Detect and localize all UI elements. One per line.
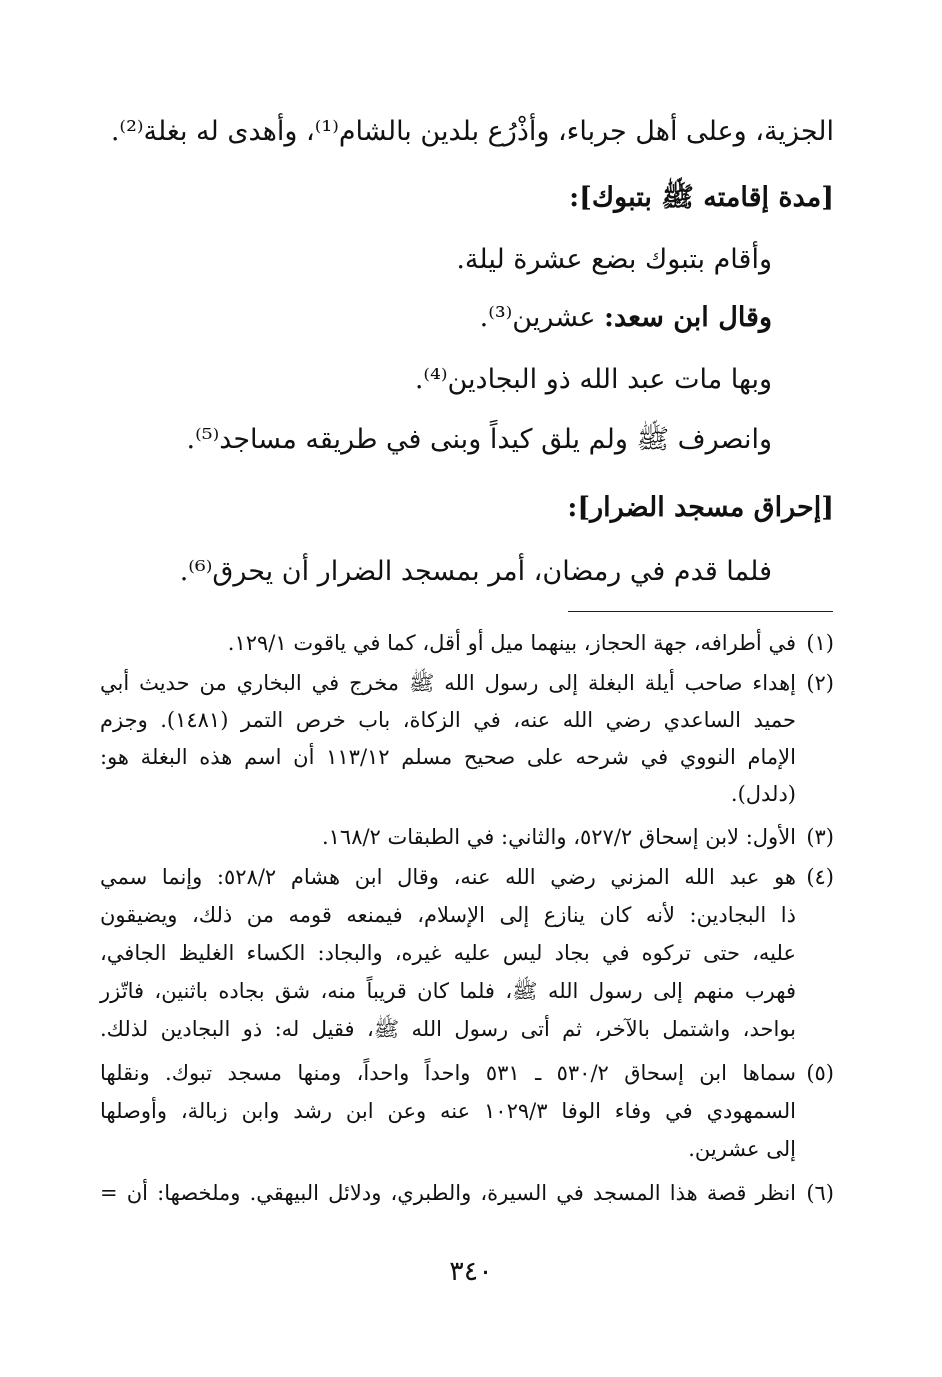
body-line-3 bbox=[480, 298, 772, 338]
footnote-line: فهرب منهم إلى رسول الله ﷺ، فلما كان قريباً منه، شق بجاده باثنين، فاتّزر bbox=[100, 979, 796, 1003]
footnote-number: (٢) bbox=[806, 671, 834, 695]
footnote-line: ذا البجادين: لأنه كان ينازع إلى الإسلام، فيمنعه قومه من ذلك، ويضيقون bbox=[100, 903, 796, 927]
footnote-line: السمهودي في وفاء الوفا ١٠٢٩/٣ عنه وعن ابن رشد وابن زبالة، وأوصلها bbox=[100, 1099, 797, 1123]
ibn-saad-label: وقال ابن سعد: bbox=[604, 302, 772, 333]
footnote-line: الإمام النووي في شرحه على صحيح مسلم ١١٣/١٢ أن اسم هذه البغلة هو: bbox=[100, 745, 796, 769]
footnote-number: (١) bbox=[806, 631, 834, 655]
footnote-line: عليه، حتى تركوه في بجاد ليس عليه غيره، والبجاد: الكساء الغليظ الجافي، bbox=[100, 941, 796, 965]
footnote-line: انظر قصة هذا المسجد في السيرة، والطبري، ودلائل البيهقي. وملخصها: أن = bbox=[100, 1181, 796, 1205]
footnote-line: حميد الساعدي رضي الله عنه، في الزكاة، باب خرص التمر (١٤٨١). وجزم bbox=[100, 708, 796, 732]
footnote-line: سماها ابن إسحاق ٥٣٠/٢ ـ ٥٣١ واحداً واحداً، ومنها مسجد تبوك. ونقلها bbox=[100, 1061, 796, 1085]
footnote-number: (٦) bbox=[806, 1181, 834, 1205]
body-line-2: وأقام بتبوك بضع عشرة ليلة. bbox=[456, 244, 772, 275]
body-line-1: الجزية، وعلى أهل جرباء، وأذْرُع بلدين بالشام⁽¹⁾، وأهدى له بغلة⁽²⁾. bbox=[110, 116, 834, 147]
footnote-number: (٣) bbox=[806, 825, 834, 849]
footnote-line: (دلدل). bbox=[730, 782, 796, 806]
footnote-line: هو عبد الله المزني رضي الله عنه، وقال ابن هشام ٥٢٨/٢: وإنما سمي bbox=[100, 865, 796, 889]
footnote-line: إهداء صاحب أيلة البغلة إلى رسول الله ﷺ مخرج في البخاري من حديث أبي bbox=[100, 671, 796, 695]
ibn-saad-value: عشرين⁽³⁾. bbox=[479, 302, 605, 333]
body-line-6: فلما قدم في رمضان، أمر بمسجد الضرار أن يحرق⁽⁶⁾. bbox=[179, 556, 772, 587]
body-line-4: وبها مات عبد الله ذو البجادين⁽⁴⁾. bbox=[414, 364, 772, 395]
footnote-line: في أطرافه، جهة الحجاز، بينهما ميل أو أقل، كما في ياقوت ١٢٩/١. bbox=[227, 631, 796, 655]
footnote-line: الأول: لابن إسحاق ٥٢٧/٢، والثاني: في الطبقات ١٦٨/٢. bbox=[321, 825, 796, 849]
footnote-number: (٥) bbox=[806, 1061, 834, 1085]
footnote-number: (٤) bbox=[806, 865, 834, 889]
section-heading-stay-at-tabuk: [مدة إقامته ﷺ بتبوك]: bbox=[569, 182, 834, 213]
section-heading-burning-mosque: [إحراق مسجد الضرار]: bbox=[567, 492, 834, 523]
footnote-line: بواحد، واشتمل بالآخر، ثم أتى رسول الله ﷺ، فقيل له: ذو البجادين لذلك. bbox=[100, 1017, 796, 1041]
body-line-5: وانصرف ﷺ ولم يلق كيداً وبنى في طريقه مساجد⁽⁵⁾. bbox=[186, 424, 772, 455]
footnote-separator bbox=[568, 611, 833, 612]
page-number: ٣٤٠ bbox=[449, 1256, 493, 1287]
footnote-line: إلى عشرين. bbox=[688, 1137, 796, 1161]
